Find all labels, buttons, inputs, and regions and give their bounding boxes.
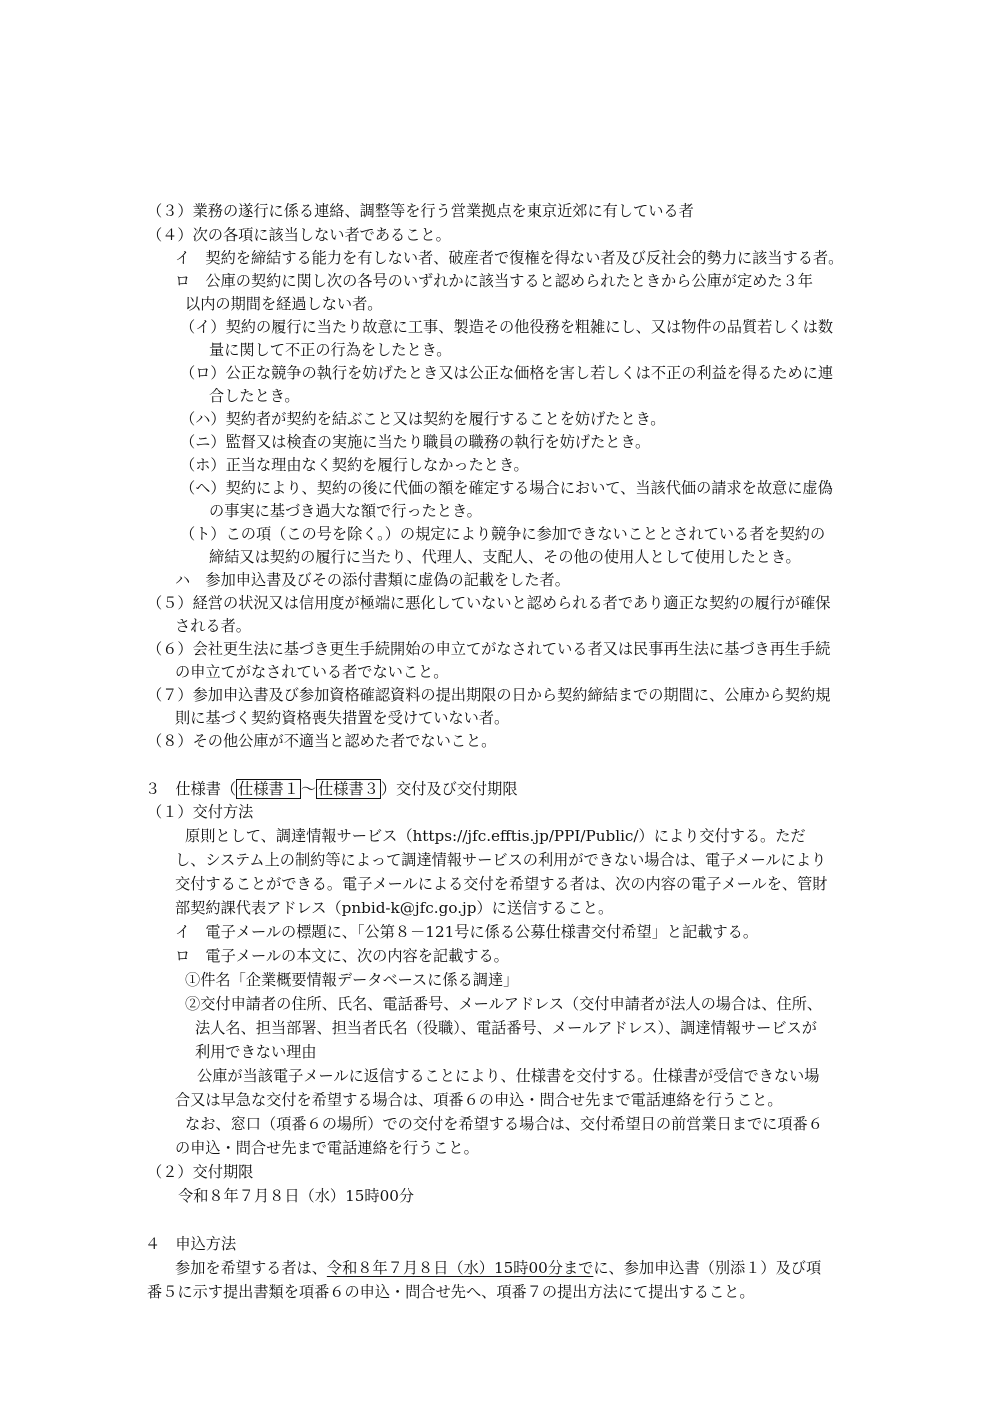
spec-1-box: 仕様書１: [238, 780, 299, 798]
item-6-line1: （６）会社更生法に基づき更生手続開始の申立てがなされている者又は民事再生法に基づき再生手続: [147, 640, 831, 658]
item-3: （３）業務の遂行に係る連絡、調整等を行う営業拠点を東京近郊に有している者: [147, 202, 694, 220]
item-5-line2: される者。: [175, 617, 251, 635]
sub-item-a-line1: （イ）契約の履行に当たり故意に工事、製造その他役務を粗雑にし、又は物件の品質若しくは数: [180, 318, 834, 336]
application-prefix: 参加を希望する者は、: [175, 1259, 327, 1277]
mail-body-item: ロ 電子メールの本文に、次の内容を記載する。: [175, 947, 509, 965]
sub-item-g-line1: （ト）この項（この号を除く。）の規定により競争に参加できないこととされている者を契約の: [180, 525, 826, 543]
sub-item-d: （ニ）監督又は検査の実施に当たり職員の職務の執行を妨げたとき。: [180, 433, 651, 451]
sub-item-c: （ハ）契約者が契約を結ぶこと又は契約を履行することを妨げたとき。: [180, 410, 666, 428]
mail-content-2-line2: 法人名、担当部署、担当者氏名（役職）、電話番号、メールアドレス）、調達情報サービスが: [195, 1019, 817, 1037]
tilde: ～: [300, 780, 317, 798]
item-7-line2: 則に基づく契約資格喪失措置を受けていない者。: [175, 709, 510, 727]
application-para-line2: 番５に示す提出書類を項番６の申込・問合せ先へ、項番７の提出方法にて提出すること。: [147, 1283, 755, 1301]
sub-item-e: （ホ）正当な理由なく契約を履行しなかったとき。: [180, 456, 529, 474]
reply-para-line2: 合又は早急な交付を希望する場合は、項番６の申込・問合せ先まで電話連絡を行うこと。: [175, 1091, 783, 1109]
delivery-method-heading: （１）交付方法: [147, 803, 254, 821]
spec-3-box: 仕様書３: [318, 780, 379, 798]
method-para-line3: 交付することができる。電子メールによる交付を希望する者は、次の内容の電子メールを、管財: [175, 875, 828, 893]
item-4-i: イ 契約を締結する能力を有しない者、破産者で復権を得ない者及び反社会的勢力に該当する者。: [175, 249, 844, 267]
mail-content-2-line3: 利用できない理由: [195, 1043, 317, 1061]
mail-subject-item: イ 電子メールの標題に、「公第８－121号に係る公募仕様書交付希望」と記載する。: [175, 923, 759, 941]
application-deadline-underlined: 令和８年７月８日（水）15時00分まで: [326, 1259, 594, 1277]
window-para-line1: なお、窓口（項番６の場所）での交付を希望する場合は、交付希望日の前営業日までに項番６: [185, 1115, 823, 1133]
item-4-ha: ハ 参加申込書及びその添付書類に虚偽の記載をした者。: [175, 571, 570, 589]
mail-content-1: ①件名「企業概要情報データベースに係る調達」: [185, 971, 519, 989]
sub-item-b-line2: 合したとき。: [209, 387, 300, 405]
application-suffix: に、参加申込書（別添１）及び項: [593, 1259, 822, 1277]
sub-item-f-line1: （ヘ）契約により、契約の後に代価の額を確定する場合において、当該代価の請求を故意に虚偽: [180, 479, 833, 497]
item-4: （４）次の各項に該当しない者であること。: [147, 226, 451, 244]
item-4-ro-line2: 以内の期間を経過しない者。: [185, 295, 383, 313]
item-7-line1: （７）参加申込書及び参加資格確認資料の提出期限の日から契約締結までの期間に、公庫から契約規: [147, 686, 831, 704]
application-para-line1: [175, 1258, 821, 1278]
deadline-heading: （２）交付期限: [147, 1163, 254, 1181]
sub-item-f-line2: の事実に基づき過大な額で行ったとき。: [209, 502, 482, 520]
sub-item-a-line2: 量に関して不正の行為をしたとき。: [209, 341, 452, 359]
item-5-line1: （５）経営の状況又は信用度が極端に悪化していないと認められる者であり適正な契約の履行が確保: [147, 594, 831, 612]
section-3-heading-suffix: ）交付及び交付期限: [380, 780, 518, 798]
method-para-line4: 部契約課代表アドレス（pnbid-k@jfc.go.jp）に送信すること。: [175, 899, 614, 917]
window-para-line2: の申込・問合せ先まで電話連絡を行うこと。: [175, 1139, 479, 1157]
sub-item-g-line2: 締結又は契約の履行に当たり、代理人、支配人、その他の使用人として使用したとき。: [209, 548, 801, 566]
item-4-ro-line1: ロ 公庫の契約に関し次の各号のいずれかに該当すると認められたときから公庫が定めた３年: [175, 272, 813, 290]
item-6-line2: の申立てがなされている者でないこと。: [175, 663, 449, 681]
item-8: （８）その他公庫が不適当と認めた者でないこと。: [147, 732, 497, 750]
deadline-value: 令和８年７月８日（水）15時00分: [178, 1187, 415, 1205]
sub-item-b-line1: （ロ）公正な競争の執行を妨げたとき又は公正な価格を害し若しくは不正の利益を得るために連: [180, 364, 834, 382]
reply-para-line1: 公庫が当該電子メールに返信することにより、仕様書を交付する。仕様書が受信できない場: [197, 1067, 820, 1085]
method-para-line2: し、システム上の制約等によって調達情報サービスの利用ができない場合は、電子メールにより: [175, 851, 827, 869]
method-para-line1: 原則として、調達情報サービス（https://jfc.efftis.jp/PPI/Public/）により交付する。ただ: [185, 827, 806, 845]
section-3-heading: [145, 779, 518, 799]
section-3-heading-prefix: ３ 仕様書（: [145, 780, 237, 798]
mail-content-2-line1: ②交付申請者の住所、氏名、電話番号、メールアドレス（交付申請者が法人の場合は、住所、: [185, 995, 823, 1013]
section-4-heading: ４ 申込方法: [145, 1235, 237, 1253]
